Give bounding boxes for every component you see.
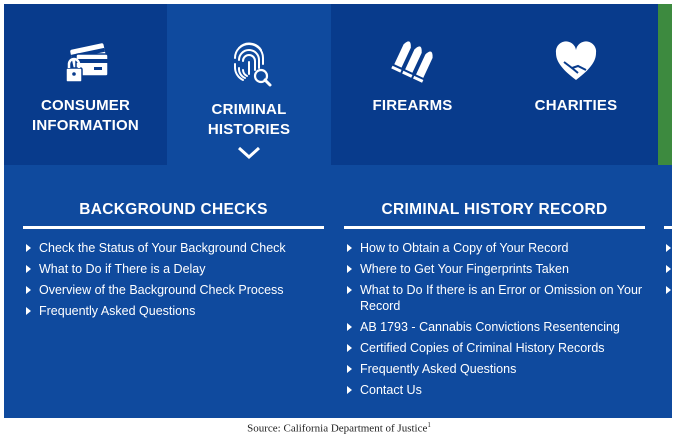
link-list xyxy=(23,240,324,324)
link-item[interactable]: How to Obtain a Copy of Your Record xyxy=(344,240,645,256)
chevron-down-icon xyxy=(237,146,261,160)
heading-divider xyxy=(23,226,324,229)
link-item[interactable]: What to Do if There is a Delay xyxy=(23,261,324,277)
link-item[interactable]: Check the Status of Your Background Check xyxy=(23,240,324,256)
link-item[interactable]: AB 1793 - Cannabis Convictions Resentencing xyxy=(344,319,645,335)
footnote-ref[interactable]: 1 xyxy=(427,421,431,429)
source-caption xyxy=(0,421,678,435)
link-item[interactable]: What to Do If there is an Error or Omission on Your Record xyxy=(344,282,645,314)
tile-criminal-histories[interactable] xyxy=(167,4,331,165)
tile-label: CONSUMER INFORMATION xyxy=(32,97,139,134)
tile-charities[interactable] xyxy=(494,4,658,165)
category-tiles xyxy=(4,4,672,165)
link-item[interactable]: Contact Us xyxy=(344,382,645,398)
bullet-arrow-icon xyxy=(666,286,671,294)
link-item[interactable]: Overview of the Background Check Process xyxy=(23,282,324,298)
column-heading: CRIMINAL HISTORY RECORD xyxy=(381,201,608,218)
next-column-edge xyxy=(664,165,672,418)
fingerprint-icon xyxy=(223,36,275,88)
heading-divider xyxy=(344,226,645,229)
link-list xyxy=(344,240,645,403)
tile-label: CHARITIES xyxy=(534,97,618,114)
tile-label: CRIMINAL HISTORIES xyxy=(207,101,291,138)
credit-card-lock-icon xyxy=(60,36,112,88)
mega-menu xyxy=(4,4,672,418)
link-item[interactable]: Frequently Asked Questions xyxy=(344,361,645,377)
bullets-icon xyxy=(387,36,439,88)
heading-divider xyxy=(664,226,672,229)
heart-hands-icon xyxy=(550,36,602,88)
bullet-arrow-icon xyxy=(666,265,671,273)
next-tile-edge xyxy=(658,4,672,165)
tile-label: FIREARMS xyxy=(372,97,453,114)
link-item[interactable]: Frequently Asked Questions xyxy=(23,303,324,319)
tile-firearms[interactable] xyxy=(331,4,494,165)
tile-consumer-information[interactable] xyxy=(4,4,167,165)
submenu-panel xyxy=(4,165,672,418)
bullet-arrow-icon xyxy=(666,244,671,252)
source-text: Source: California Department of Justice xyxy=(247,422,428,435)
column-heading: BACKGROUND CHECKS xyxy=(79,201,268,218)
link-item[interactable]: Where to Get Your Fingerprints Taken xyxy=(344,261,645,277)
link-item[interactable]: Certified Copies of Criminal History Records xyxy=(344,340,645,356)
